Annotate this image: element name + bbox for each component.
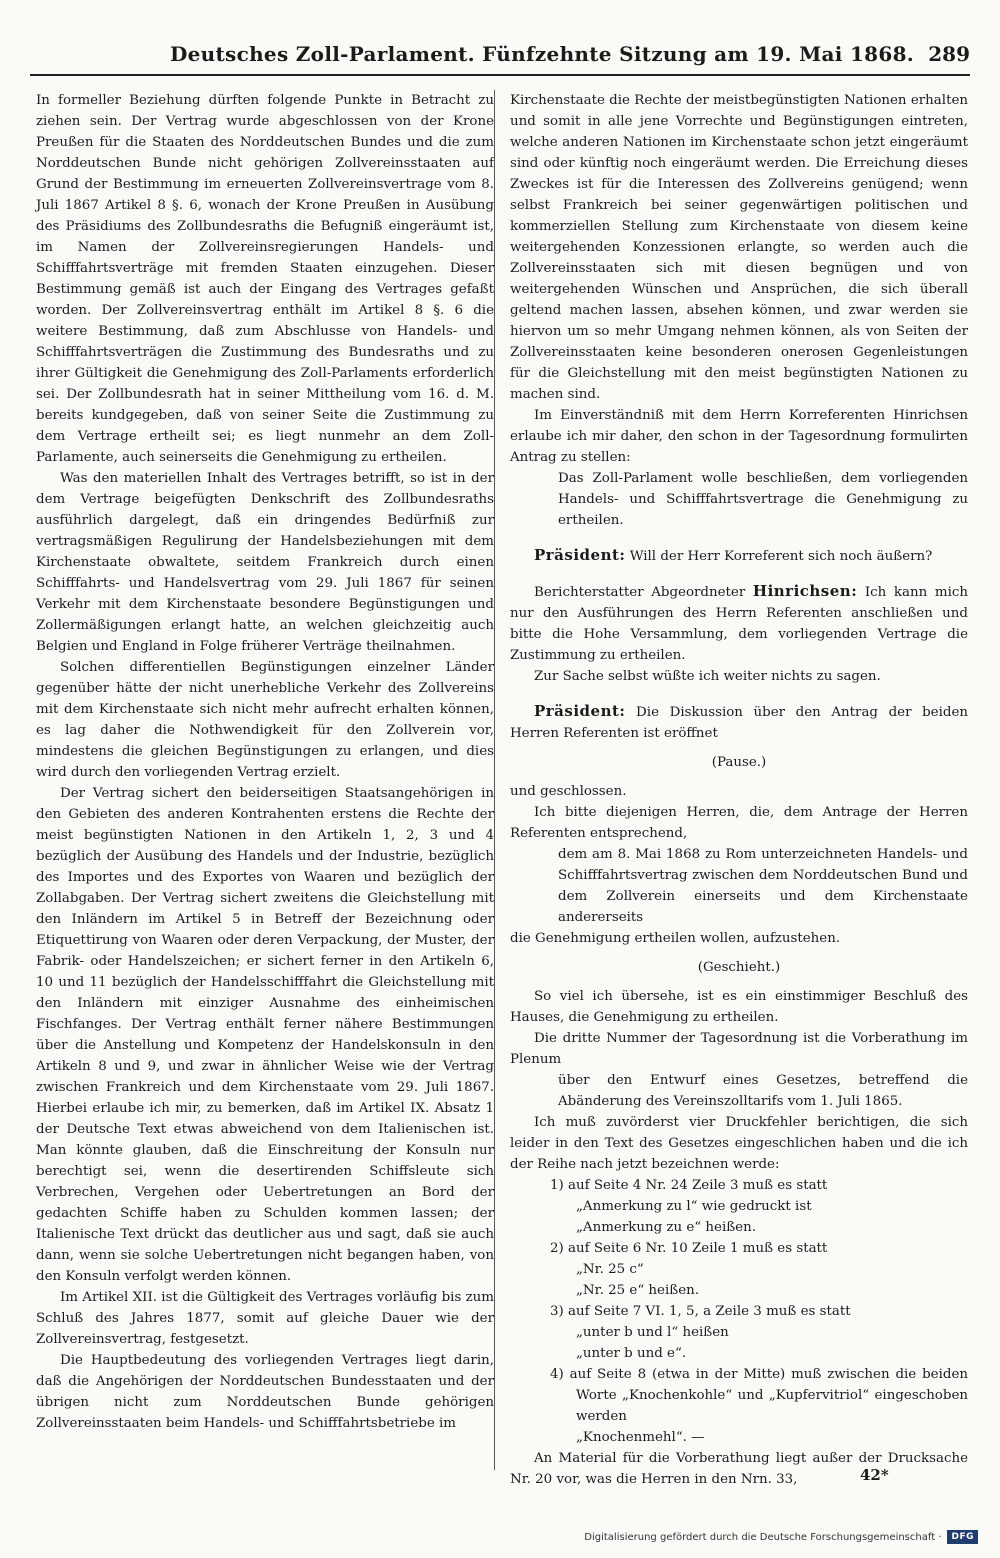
paragraph: die Genehmigung ertheilen wollen, aufzustehen. [510,931,841,946]
errata-sub: „Nr. 25 c“ [576,1262,644,1277]
list-item [550,1301,968,1364]
stage-direction: (Geschieht.) [697,960,781,975]
page-header [30,40,970,76]
paragraph: Im Artikel XII. ist die Gültigkeit des Vertrages vorläufig bis zum Schluß des Jahres 1877, somit auf gleiche Dauer wie der Zollvereinsvertrag, festgesetzt. [36,1290,494,1347]
footer [584,1530,978,1544]
speaker-name: Präsident: [534,546,626,564]
speech-text: Die Diskussion über den Antrag der beiden Herren Referenten ist eröffnet [510,705,968,741]
errata-sub: „unter b und e“. [576,1346,687,1361]
errata-sub: „Anmerkung zu e“ heißen. [576,1220,756,1235]
errata-line: 3) auf Seite 7 VI. 1, 5, a Zeile 3 muß es statt [550,1304,851,1319]
paragraph: Zur Sache selbst wüßte ich weiter nichts zu sagen. [534,669,881,684]
errata-line: 4) auf Seite 8 (etwa in der Mitte) muß zwischen die beiden Worte „Knochenkohle“ und „Kupfervitriol“ eingeschoben werden [550,1367,968,1424]
paragraph: Kirchenstaate die Rechte der meistbegünstigten Nationen erhalten und somit in alle jene Vorrechte und Begünstigungen eintreten, welche anderen Nationen im Kirchenstaate schon jetzt eingeräumt sind oder künftig noch eingeräumt werden. Die Erreichung dieses Zweckes ist für die Interessen des Zollvereins genügend; wenn selbst Frankreich bei seiner gegenwärtigen politischen und kommerziellen Stellung zum Kirchenstaate von diesem keine weitergehenden Konzessionen erlangte, so werden auch die Zollvereinsstaaten sich mit diesen begnügen und von weitergehenden Wünschen und Ansprüchen, die sich überall geltend machen lassen, absehen können, und zwar werden sie hiervon um so mehr Umgang nehmen können, als von Seiten der Zollvereinsstaaten keine besonderen onerosen Gegenleistungen für die Gleichstellung mit den meist begünstigten Nationen zu machen sind. [510,93,968,402]
speaker-name: Hinrichsen: [752,582,858,600]
footer-text: Digitalisierung gefördert durch die Deutsche Forschungsgemeinschaft · [584,1531,942,1543]
errata-list [510,1175,968,1448]
list-item [550,1364,968,1448]
errata-sub: „Anmerkung zu l“ wie gedruckt ist [576,1199,812,1214]
president-remark-1 [510,545,968,567]
paragraph: Die dritte Nummer der Tagesordnung ist die Vorberathung im Plenum [510,1031,968,1067]
motion-text: Das Zoll-Parlament wolle beschließen, dem vorliegenden Handels- und Schifffahrtsvertrage die Genehmigung zu ertheilen. [558,471,968,528]
paragraph: Was den materiellen Inhalt des Vertrages betrifft, so ist in der dem Vertrage beigefügten Denkschrift des Zollbundesraths ausführlich dargelegt, daß ein dringendes Bedürfniß zur vertragsmäßigen Regulirung der Handelsbeziehungen mit dem Kirchenstaate obwaltete, seitdem Frankreich durch einen Schifffahrts- und Handelsvertrag vom 29. Juli 1867 für seinen Verkehr mit dem Kirchenstaate besondere Begünstigungen und Zollermäßigungen erlangt hatte, an welchen gleichzeitig auch Belgien und England in Folge früherer Verträge theilnahmen. [36,471,494,654]
paragraph: und geschlossen. [510,784,627,799]
paragraph: Die Hauptbedeutung des vorliegenden Vertrages liegt darin, daß die Angehörigen der Norddeutschen Bundesstaaten und der übrigen nicht zum Norddeutschen Bunde gehörigen Zollvereinsstaaten beim Handels- und Schifffahrtsbetriebe im [36,1353,494,1431]
paragraph: Solchen differentiellen Begünstigungen einzelner Länder gegenüber hätte der nicht unerhebliche Verkehr des Zollvereins mit dem Kirchenstaate sich nicht mehr aufrecht erhalten können, es lag daher die Nothwendigkeit für den Zollverein vor, mindestens die gleichen Begünstigungen zu erlangen, und dies wird durch den vorliegenden Vertrag erzielt. [36,660,494,780]
errata-sub: „unter b und l“ heißen [576,1325,729,1340]
paragraph: In formeller Beziehung dürften folgende Punkte in Betracht zu ziehen sein. Der Vertrag wurde abgeschlossen von der Krone Preußen für die Staaten des Norddeutschen Bundes und die zum Norddeutschen Bunde nicht gehörigen Zollvereinsstaaten auf Grund der Bestimmung im erneuerten Zollvereinsvertrage vom 8. Juli 1867 Artikel 8 §. 6, wonach der Krone Preußen in Ausübung des Präsidiums des Zollbundesraths die Befugniß eingeräumt ist, im Namen der Zollvereinsregierungen Handels- und Schifffahrtsverträge mit fremden Staaten einzugehen. Dieser Bestimmung gemäß ist auch der Eingang des Vertrages gefaßt worden. Der Zollvereinsvertrag enthält im Artikel 8 §. 6 die weitere Bestimmung, daß zum Abschlusse von Handels- und Schifffahrtsverträgen die Zustimmung des Bundesraths und zu ihrer Gültigkeit die Genehmigung des Zoll-Parlaments erforderlich sei. Der Zollbundesrath hat in seiner Mittheilung vom 16. d. M. bereits kundgegeben, daß von seiner Seite die Zustimmung zu dem Vertrage ertheilt sei; es liegt nunmehr an dem Zoll-Parlamente, auch seinerseits die Genehmigung zu ertheilen. [36,93,494,465]
dfg-logo: DFG [947,1530,978,1544]
errata-sub: „Knochenmehl“. — [576,1430,705,1445]
errata-sub: „Nr. 25 e“ heißen. [576,1283,699,1298]
paragraph: Im Einverständniß mit dem Herrn Korreferenten Hinrichsen erlaube ich mir daher, den schon in der Tagesordnung formulirten Antrag zu stellen: [510,408,968,465]
signature-mark: 42* [860,1466,889,1484]
paragraph: Der Vertrag sichert den beiderseitigen Staatsangehörigen in den Gebieten des anderen Kontrahenten erstens die Rechte der meist begünstigten Nationen in den Artikeln 1, 2, 3 und 4 bezüglich der Ausübung des Handels und der Industrie, bezüglich des Importes und des Exportes von Waaren und bezüglich der Zollabgaben. Der Vertrag sichert zweitens die Gleichstellung mit den Inländern im Artikel 5 in Betreff der Bezeichnung oder Etiquettirung von Waaren oder deren Verpackung, der Muster, der Fabrik- oder Handelszeichen; er sichert ferner in den Artikeln 6, 10 und 11 bezüglich der Handelsschifffahrt die Gleichstellung mit den Inländern mit einziger Ausnahme des einheimischen Fischfanges. Der Vertrag enthält ferner nähere Bestimmungen über die Anstellung und Kompetenz der Handelskonsuln in den Artikeln 8 und 9, und zwar in ähnlicher Weise wie der Vertrag zwischen Frankreich und dem Kirchenstaate vom 29. Juli 1867. Hierbei erlaube ich mir, zu bemerken, daß im Artikel IX. Absatz 1 der Deutsche Text etwas abweichend von dem Italienischen ist. Man könnte glauben, daß die Einschreitung der Konsuln nur berechtigt sei, wenn die desertirenden Schiffsleute sich Verbrechen, Vergehen oder Uebertretungen an Bord der gedachten Schiffe haben zu Schulden kommen lassen; der Italienische Text drückt das deutlicher aus und sagt, daß sie auch dann, wenn sie solche Uebertretungen nicht begangen haben, von den Konsuln verfolgt werden können. [36,786,494,1284]
paragraph: An Material für die Vorberathung liegt außer der Drucksache Nr. 20 vor, was die Herren in den Nrn. 33, [510,1451,968,1487]
column-divider [494,90,495,1470]
errata-line: 2) auf Seite 6 Nr. 10 Zeile 1 muß es statt [550,1241,828,1256]
paragraph: Ich bitte diejenigen Herren, die, dem Antrage der Herren Referenten entsprechend, [510,805,968,841]
errata-line: 1) auf Seite 4 Nr. 24 Zeile 3 muß es statt [550,1178,828,1193]
reporter-remark [510,581,968,666]
paragraph: Ich muß zuvörderst vier Druckfehler berichtigen, die sich leider in den Text des Gesetzes eingeschlichen haben und die ich der Reihe nach jetzt bezeichnen werde: [510,1115,968,1172]
speaker-name: Präsident: [534,702,626,720]
list-item [550,1175,968,1238]
speech-text: Will der Herr Korreferent sich noch äußern? [625,549,933,564]
running-title: Deutsches Zoll-Parlament. Fünfzehnte Sitzung am 19. Mai 1868. [170,42,915,66]
left-column [36,90,494,1465]
president-remark-2 [510,701,968,744]
speech-text: Ich kann mich nur den Ausführungen des Herrn Referenten anschließen und bitte die Hohe Versammlung, dem vorliegenden Vertrage die Zustimmung zu ertheilen. [510,585,968,663]
speaker-prefix: Berichterstatter Abgeordneter [534,585,753,600]
bill-title: über den Entwurf eines Gesetzes, betreffend die Abänderung des Vereinszolltarifs vom 1. Juli 1865. [558,1073,968,1109]
list-item [550,1238,968,1301]
stage-direction: (Pause.) [711,755,767,770]
page-number: 289 [928,42,970,66]
paragraph: So viel ich übersehe, ist es ein einstimmiger Beschluß des Hauses, die Genehmigung zu ertheilen. [510,989,968,1025]
treaty-text: dem am 8. Mai 1868 zu Rom unterzeichneten Handels- und Schifffahrtsvertrag zwischen dem Norddeutschen Bund und dem Zollverein einerseits und dem Kirchenstaate andererseits [558,847,968,925]
